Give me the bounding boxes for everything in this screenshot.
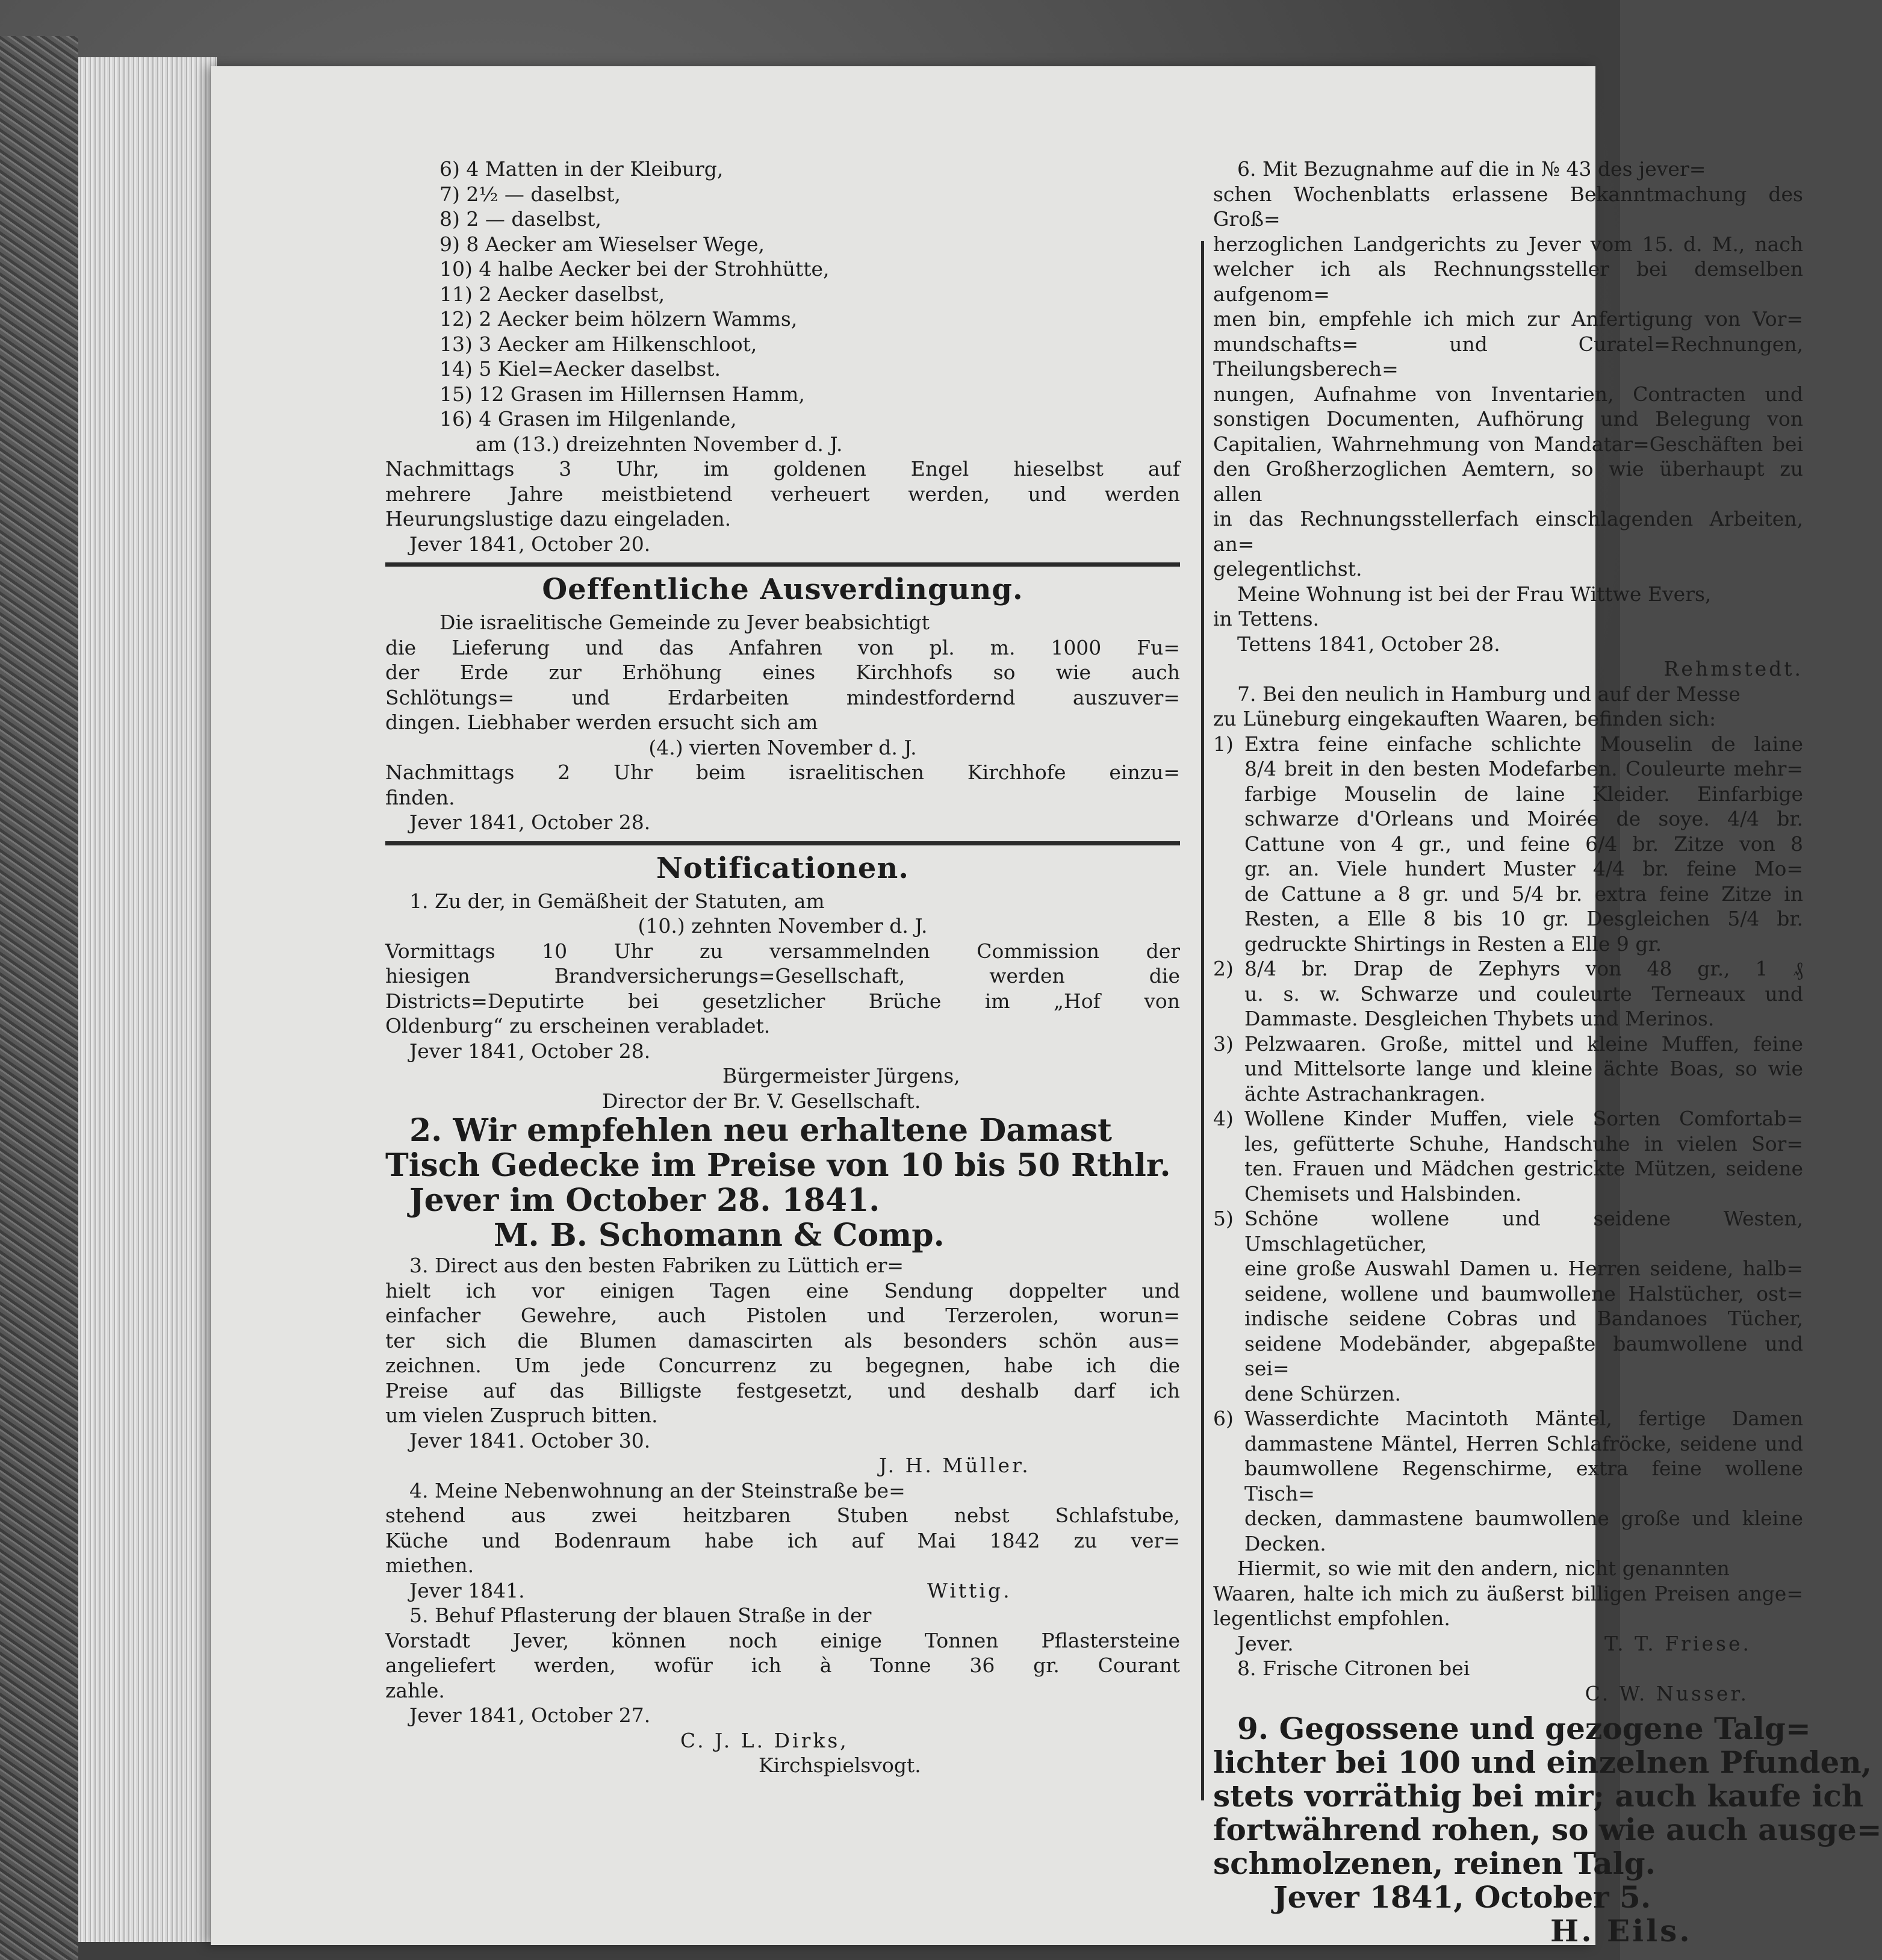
text-line: seidene Modebänder, abgepaßte baumwollene und sei=: [1244, 1331, 1803, 1380]
land-list: [385, 157, 1180, 432]
list-line: 16) 4 Grasen im Hilgenlande,: [439, 407, 737, 431]
text-line: Meine Wohnung ist bei der Frau Wittwe Evers,: [1237, 582, 1712, 606]
marbled-cover-edge: [0, 36, 78, 1960]
text-line: gr. an. Viele hundert Muster 4/4 br. feine Mo=: [1244, 857, 1803, 880]
list-line: 8) 2 — daselbst,: [439, 207, 601, 231]
item-number: 1): [1213, 732, 1234, 756]
signature: Bürgermeister Jürgens,: [722, 1064, 960, 1087]
text-line: und Mittelsorte lange und kleine ächte Boas, so wie: [1244, 1057, 1803, 1080]
section-heading: Oeffentliche Ausverdingung.: [542, 573, 1023, 606]
ad-line: 2. Wir empfehlen neu erhaltene Damast: [409, 1112, 1113, 1149]
text-line: herzoglichen Landgerichts zu Jever vom 15. d. M., nach: [1213, 232, 1803, 256]
text-line: in Tettens.: [1213, 607, 1320, 630]
text-line: 1. Zu der, in Gemäßheit der Statuten, am: [409, 889, 825, 913]
item-number: 6): [1213, 1407, 1234, 1430]
text-line: ten. Frauen und Mädchen gestrickte Mützen, seidene: [1244, 1157, 1803, 1180]
text-line: 8/4 br. Drap de Zephyrs von 48 gr., 1 ₰: [1244, 957, 1803, 980]
list-line: 14) 5 Kiel=Aecker daselbst.: [439, 357, 721, 381]
ad-line: stets vorräthig bei mir; auch kaufe ich: [1213, 1778, 1864, 1814]
goods-item: [1213, 1206, 1803, 1406]
list-line: 9) 8 Aecker am Wieselser Wege,: [439, 232, 765, 256]
item-number: 3): [1213, 1031, 1234, 1056]
text-line: Schlötungs= und Erdarbeiten mindestfordernd auszuver=: [385, 685, 1180, 709]
text-line: gelegentlichst.: [1213, 557, 1362, 580]
text-line: 3. Direct aus den besten Fabriken zu Lüttich er=: [409, 1254, 904, 1277]
text-line: Vormittags 10 Uhr zu versammelnden Commission der: [385, 939, 1180, 963]
ad-line: schmolzenen, reinen Talg.: [1213, 1846, 1656, 1881]
text-line: hielt ich vor einigen Tagen eine Sendung doppelter und: [385, 1278, 1180, 1302]
right-column: [1213, 157, 1882, 1949]
text-line: nungen, Aufnahme von Inventarien, Contracten und: [1213, 382, 1803, 406]
goods-item: [1213, 956, 1803, 1031]
place-date: Jever 1841, October 28.: [409, 810, 651, 834]
goods-item: [1213, 732, 1803, 957]
text-line: legentlichst empfohlen.: [1213, 1607, 1450, 1630]
text-line: Resten, a Elle 8 bis 10 gr. Desgleichen 5/4 br.: [1244, 907, 1803, 930]
ad-line: Tisch Gedecke im Preise von 10 bis 50 Rthlr.: [385, 1147, 1171, 1184]
signature-title: Kirchspielsvogt.: [759, 1753, 921, 1777]
text-line: mundschafts= und Curatel=Rechnungen, Theilungsberech=: [1213, 332, 1803, 381]
text-line: um vielen Zuspruch bitten.: [385, 1404, 658, 1427]
text-line: Preise auf das Billigste festgesetzt, und deshalb darf ich: [385, 1378, 1180, 1402]
text-line: 8. Frische Citronen bei: [1237, 1657, 1470, 1680]
text-line: Districts=Deputirte bei gesetzlicher Brüche im „Hof von: [385, 989, 1180, 1013]
place-date: Jever 1841, October 27.: [409, 1703, 651, 1727]
text-line: ächte Astrachankragen.: [1244, 1081, 1486, 1106]
list-line: 7) 2½ — daselbst,: [439, 182, 621, 206]
text-line: miethen.: [385, 1554, 474, 1577]
text-line: zeichnen. Um jede Concurrenz zu begegnen, habe ich die: [385, 1354, 1180, 1377]
ad-line: fortwährend rohen, so wie auch ausge=: [1213, 1812, 1882, 1847]
place-date: Jever 1841, October 20.: [409, 532, 651, 556]
text-line: indische seidene Cobras und Bandanoes Tücher,: [1244, 1307, 1803, 1330]
text-line: zahle.: [385, 1678, 445, 1702]
text-line: dingen. Liebhaber werden ersucht sich am: [385, 711, 818, 734]
place-date: Jever 1841.: [409, 1578, 525, 1602]
newspaper-page: [211, 66, 1882, 1949]
text-line: farbige Mouselin de laine Kleider. Einfarbige: [1244, 782, 1803, 806]
text-line: Vorstadt Jever, können noch einige Tonnen Pflastersteine: [385, 1628, 1180, 1652]
text-line: den Großherzoglichen Aemtern, so wie überhaupt zu allen: [1213, 457, 1803, 506]
signature: J. H. Müller.: [879, 1454, 1031, 1477]
text-line: de Cattune a 8 gr. und 5/4 br. extra feine Zitze in: [1244, 882, 1803, 906]
text-line: 4. Meine Nebenwohnung an der Steinstraße be=: [409, 1478, 905, 1502]
text-line: Die israelitische Gemeinde zu Jever beabsichtigt: [439, 611, 930, 634]
auction-date: (4.) vierten November d. J.: [648, 735, 917, 759]
section-rule: [385, 562, 1180, 567]
text-line: les, gefütterte Schuhe, Handschuhe in vielen Sor=: [1244, 1131, 1803, 1156]
item-number: 4): [1213, 1107, 1234, 1130]
signature: H. Eils.: [1550, 1913, 1692, 1949]
text-line: decken, dammastene baumwollene große und kleine: [1244, 1507, 1803, 1530]
signature: Wittig.: [927, 1578, 1012, 1602]
signature-row: [385, 1578, 1180, 1604]
list-line: 6) 4 Matten in der Kleiburg,: [439, 157, 724, 181]
text-line: baumwollene Regenschirme, extra feine wollene Tisch=: [1244, 1457, 1803, 1505]
text-line: Cattune von 4 gr., und feine 6/4 br. Zitze von 8: [1244, 832, 1803, 856]
text-line: Heurungslustige dazu eingeladen.: [385, 507, 731, 530]
text-line: gedruckte Shirtings in Resten a Elle 9 gr.: [1244, 932, 1662, 956]
text-line: 5. Behuf Pflasterung der blauen Straße in der: [409, 1604, 872, 1627]
text-line: Decken.: [1244, 1531, 1326, 1555]
section-rule: [385, 841, 1180, 845]
goods-item: [1213, 1106, 1803, 1206]
text-line: hiesigen Brandversicherungs=Gesellschaft, werden die: [385, 964, 1180, 988]
text-line: finden.: [385, 785, 455, 809]
text-line: Nachmittags 3 Uhr, im goldenen Engel hieselbst auf: [385, 457, 1180, 481]
text-line: schen Wochenblatts erlassene Bekanntmachung des Groß=: [1213, 182, 1803, 231]
ad-line: Jever im October 28. 1841.: [409, 1182, 880, 1219]
text-line: Schöne wollene und seidene Westen, Umschlagetücher,: [1244, 1207, 1803, 1255]
text-line: 7. Bei den neulich in Hamburg und auf der Messe: [1237, 682, 1741, 706]
text-line: Wollene Kinder Muffen, viele Sorten Comfortab=: [1244, 1107, 1803, 1130]
place-date: Jever 1841, October 5.: [1273, 1879, 1651, 1915]
text-line: die Lieferung und das Anfahren von pl. m. 1000 Fu=: [385, 635, 1180, 659]
text-line: dammastene Mäntel, Herren Schlafröcke, seidene und: [1244, 1431, 1803, 1455]
column-rule: [1201, 241, 1204, 1800]
place-date: Tettens 1841, October 28.: [1237, 632, 1500, 656]
text-line: men bin, empfehle ich mich zur Anfertigung von Vor=: [1213, 307, 1803, 331]
place-date: Jever 1841, October 28.: [409, 1039, 651, 1063]
text-line: eine große Auswahl Damen u. Herren seidene, halb=: [1244, 1257, 1803, 1280]
text-line: mehrere Jahre meistbietend verheuert werden, und werden: [385, 482, 1180, 506]
goods-item: [1213, 1406, 1803, 1556]
list-line: 10) 4 halbe Aecker bei der Strohhütte,: [439, 257, 830, 281]
signature: T. T. Friese.: [1604, 1631, 1751, 1655]
text-line: sonstigen Documenten, Aufhörung und Belegung von: [1213, 407, 1803, 431]
text-line: Wasserdichte Macintoth Mäntel, fertige Damen: [1244, 1407, 1803, 1430]
text-line: einfacher Gewehre, auch Pistolen und Terzerolen, worun=: [385, 1304, 1180, 1327]
list-line: 15) 12 Grasen im Hillernsen Hamm,: [439, 382, 805, 406]
page-stack-edge: [78, 57, 217, 1942]
signature: C. J. L. Dirks,: [680, 1728, 849, 1752]
text-line: Nachmittags 2 Uhr beim israelitischen Kirchhofe einzu=: [385, 761, 1180, 784]
text-line: Chemisets und Halsbinden.: [1244, 1181, 1522, 1206]
list-line: 12) 2 Aecker beim hölzern Wamms,: [439, 307, 798, 331]
item-number: 2): [1213, 957, 1234, 980]
text-line: 8/4 breit in den besten Modefarben. Couleurte mehr=: [1244, 757, 1803, 780]
signature: C. W. Nusser.: [1585, 1681, 1749, 1705]
text-line: ter sich die Blumen damascirten als besonders schön aus=: [385, 1328, 1180, 1352]
text-line: Dammaste. Desgleichen Thybets und Merinos.: [1244, 1007, 1715, 1030]
text-line: seidene, wollene und baumwollene Halstücher, ost=: [1244, 1281, 1803, 1305]
goods-item: [1213, 1031, 1803, 1107]
text-line: in das Rechnungsstellerfach einschlagenden Arbeiten, an=: [1213, 507, 1803, 556]
text-line: der Erde zur Erhöhung eines Kirchhofs so wie auch: [385, 661, 1180, 684]
signature-title: Director der Br. V. Gesellschaft.: [602, 1089, 921, 1113]
text-line: stehend aus zwei heitzbaren Stuben nebst Schlafstube,: [385, 1504, 1180, 1527]
text-line: Oldenburg“ zu erscheinen verabladet.: [385, 1014, 771, 1038]
text-line: schwarze d'Orleans und Moirée de soye. 4/4 br.: [1244, 807, 1803, 830]
signature: Rehmstedt.: [1663, 657, 1803, 680]
text-line: Waaren, halte ich mich zu äußerst billigen Preisen ange=: [1213, 1581, 1803, 1605]
meeting-date: (10.) zehnten November d. J.: [638, 914, 928, 938]
place-date: Jever 1841. October 30.: [409, 1428, 651, 1452]
place-date: Jever.: [1237, 1631, 1294, 1655]
text-line: zu Lüneburg eingekauften Waaren, befinden sich:: [1213, 707, 1716, 730]
text-line: welcher ich als Rechnungssteller bei demselben aufgenom=: [1213, 257, 1803, 306]
text-line: angeliefert werden, wofür ich à Tonne 36 gr. Courant: [385, 1654, 1180, 1677]
signature-row: [1213, 1631, 1803, 1657]
item-number: 5): [1213, 1207, 1234, 1230]
text-line: dene Schürzen.: [1244, 1381, 1401, 1405]
ad-line: lichter bei 100 und einzelnen Pfunden,: [1213, 1744, 1872, 1780]
ad-signature: M. B. Schomann & Comp.: [494, 1217, 945, 1254]
text-line: Capitalien, Wahrnehmung von Mandatar=Geschäften bei: [1213, 432, 1803, 456]
list-line: 11) 2 Aecker daselbst,: [439, 282, 665, 306]
text-line: 6. Mit Bezugnahme auf die in № 43 des jever=: [1237, 157, 1706, 181]
ad-line: 9. Gegossene und gezogene Talg=: [1237, 1711, 1811, 1746]
text-line: u. s. w. Schwarze und couleurte Terneaux und: [1244, 982, 1803, 1006]
text-line: Pelzwaaren. Große, mittel und kleine Muffen, feine: [1244, 1031, 1803, 1056]
list-line: 13) 3 Aecker am Hilkenschloot,: [439, 332, 757, 356]
text-line: Extra feine einfache schlichte Mouselin de laine: [1244, 732, 1803, 756]
auction-date: am (13.) dreizehnten November d. J.: [476, 432, 843, 456]
left-column: [385, 157, 1180, 1778]
section-heading: Notificationen.: [656, 851, 909, 885]
text-line: Hiermit, so wie mit den andern, nicht genannten: [1237, 1557, 1730, 1580]
text-line: Küche und Bodenraum habe ich auf Mai 1842 zu ver=: [385, 1528, 1180, 1552]
